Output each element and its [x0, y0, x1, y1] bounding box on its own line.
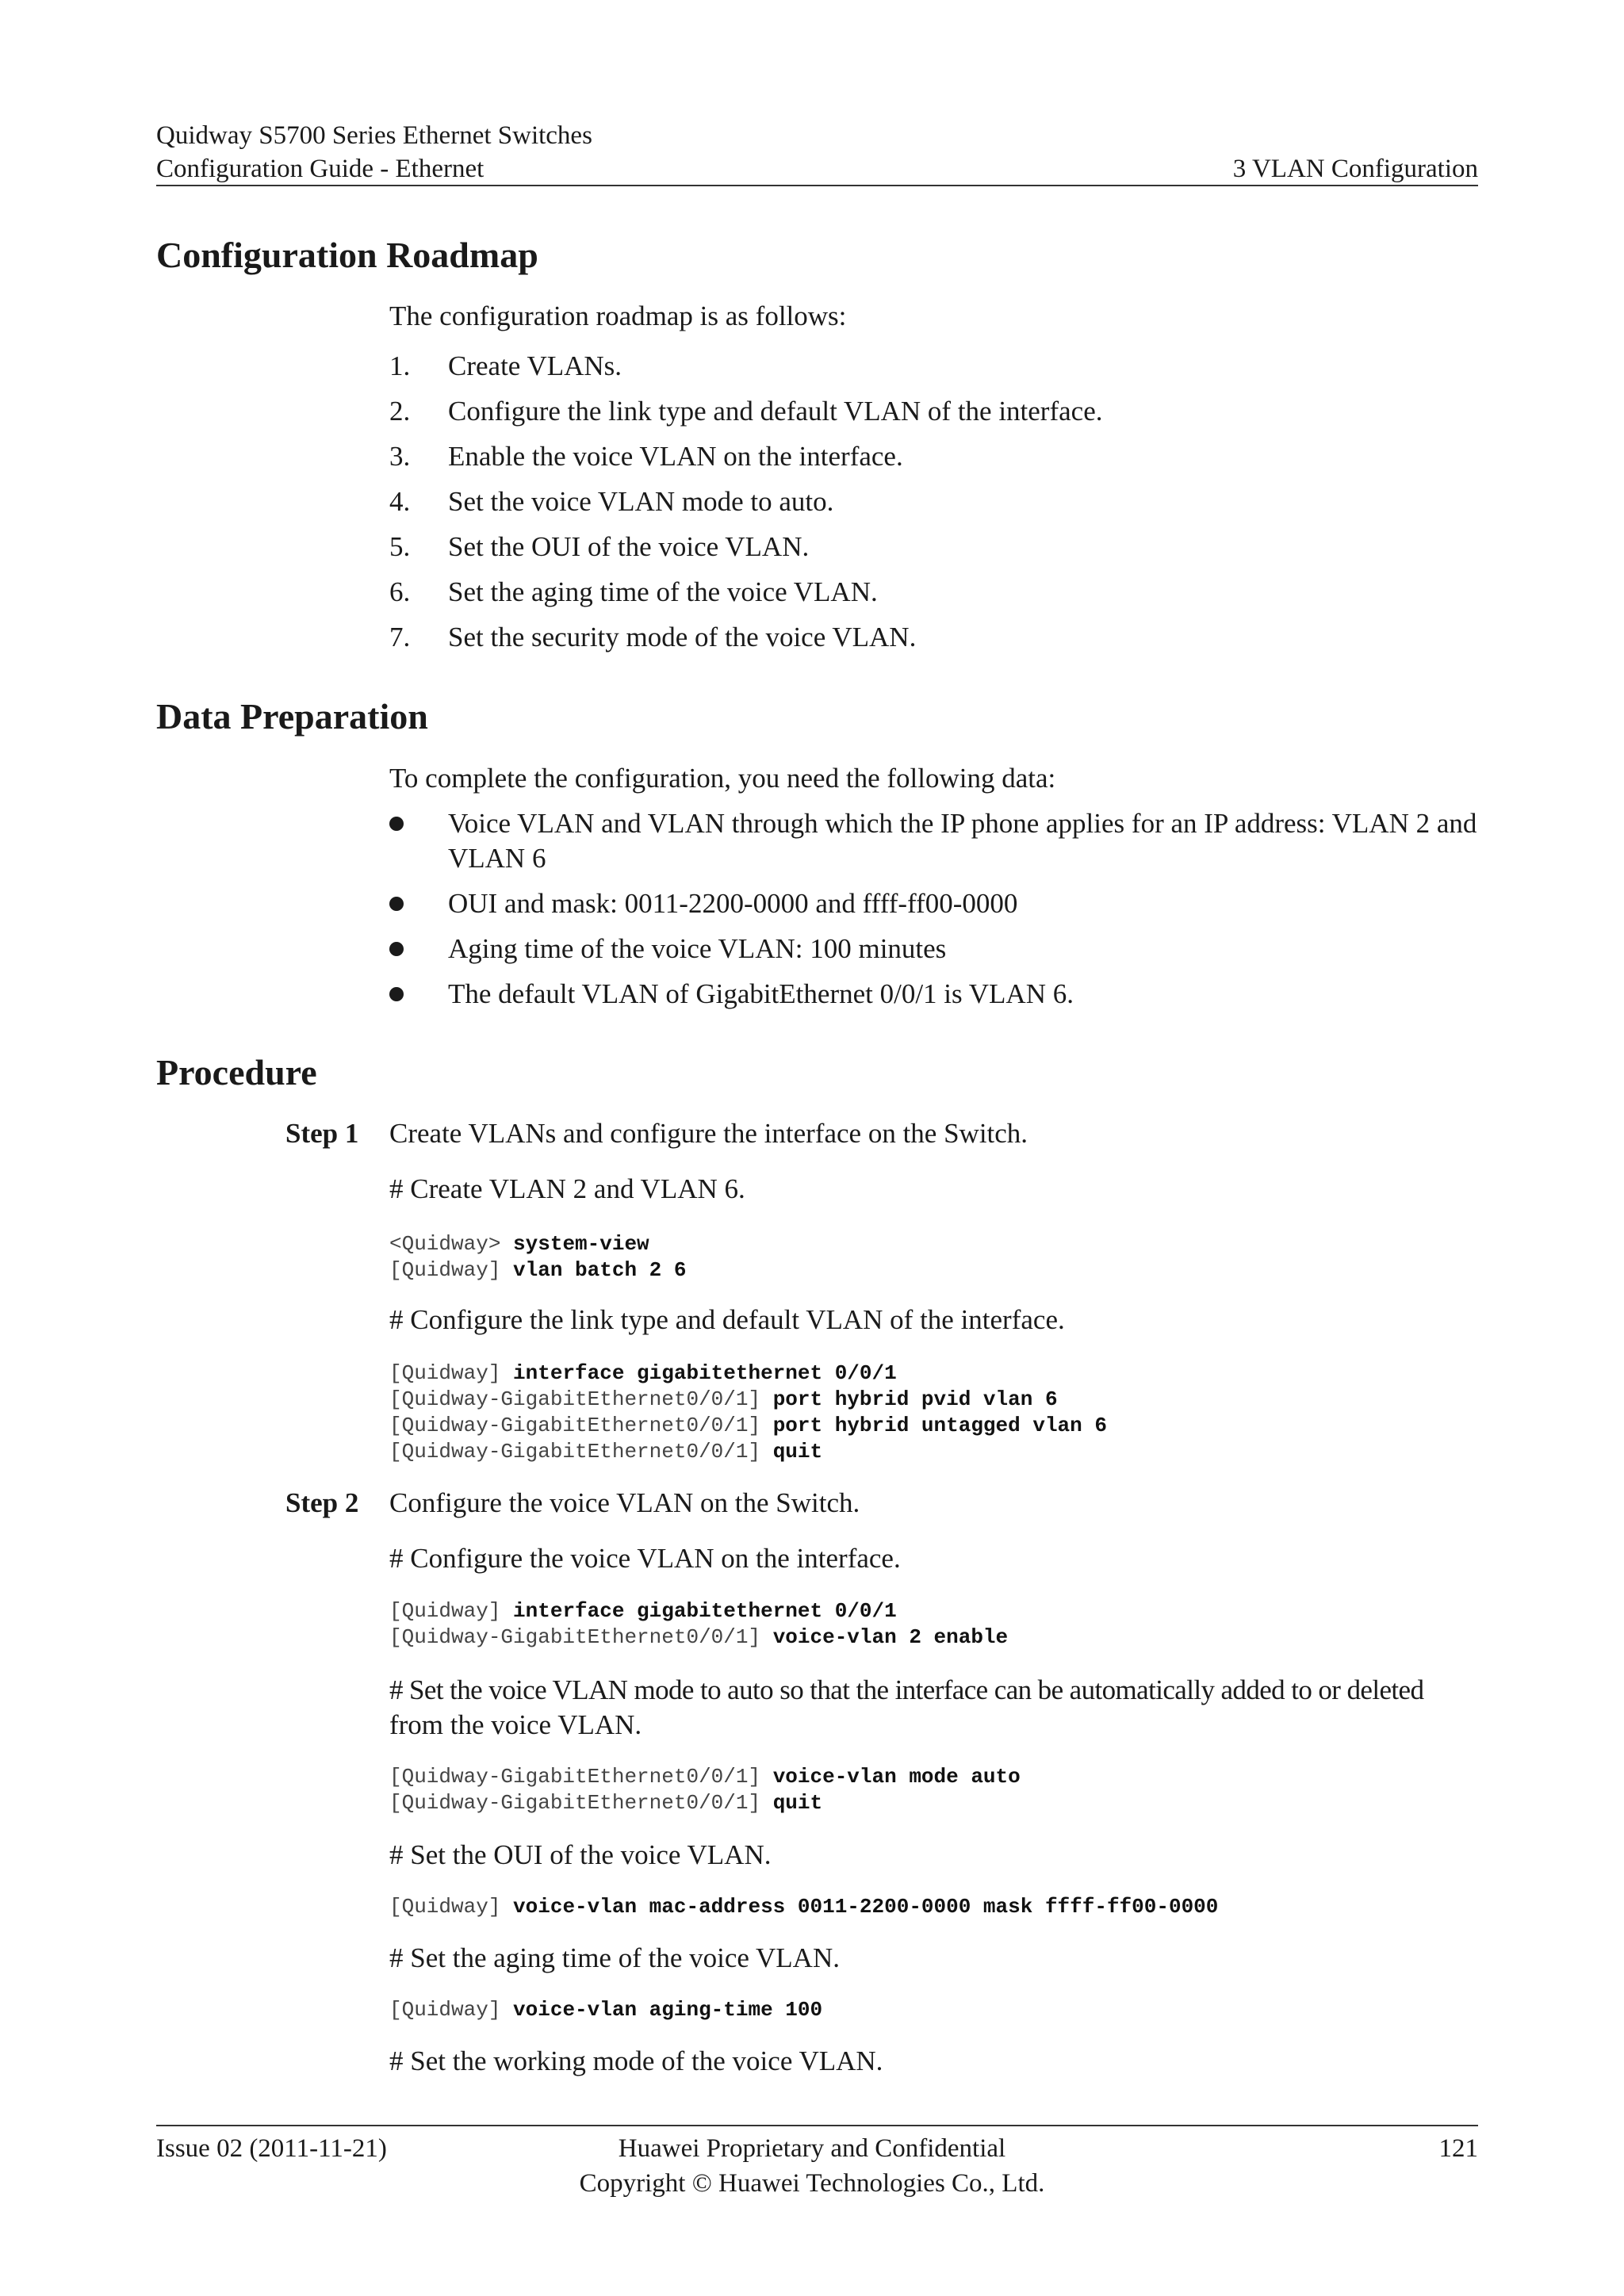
list-item: The default VLAN of GigabitEthernet 0/0/1 is VLAN 6.: [448, 978, 1074, 1009]
code-block: [389, 1894, 1478, 1920]
code-line: [389, 1231, 1478, 1257]
footer-rule: [156, 2125, 1478, 2126]
code-line: [389, 1413, 1478, 1439]
bullet-icon: [389, 987, 404, 1001]
code-line: [389, 1997, 1478, 2023]
code-command: voice-vlan mac-address 0011-2200-0000 mask ffff-ff00-0000: [513, 1895, 1219, 1919]
code-command: voice-vlan 2 enable: [772, 1625, 1009, 1649]
code-prompt: [Quidway-GigabitEthernet0/0/1]: [389, 1765, 773, 1789]
code-block: [389, 1598, 1478, 1651]
code-command: quit: [772, 1440, 823, 1464]
step-comment: # Configure the link type and default VLAN of the interface.: [389, 1304, 1065, 1335]
step-comment: # Set the OUI of the voice VLAN.: [389, 1839, 772, 1870]
code-prompt: [Quidway]: [389, 1895, 514, 1919]
list-item: Configure the link type and default VLAN of the interface.: [448, 396, 1103, 427]
step-comment: # Create VLAN 2 and VLAN 6.: [389, 1173, 745, 1204]
code-prompt: [Quidway-GigabitEthernet0/0/1]: [389, 1791, 773, 1815]
list-item: Create VLANs.: [448, 350, 622, 381]
code-command: quit: [772, 1791, 823, 1815]
code-line: [389, 1387, 1478, 1413]
header-product: Quidway S5700 Series Ethernet Switches: [156, 121, 592, 150]
list-number: 3.: [389, 441, 411, 472]
bullet-icon: [389, 942, 404, 956]
code-block: [389, 1997, 1478, 2023]
code-block: [389, 1231, 1478, 1284]
bullet-icon: [389, 897, 404, 911]
list-item: Voice VLAN and VLAN through which the IP phone applies for an IP address: VLAN 2 and VLAN 6: [448, 808, 1477, 874]
list-item: Aging time of the voice VLAN: 100 minutes: [448, 933, 947, 964]
code-prompt: [Quidway-GigabitEthernet0/0/1]: [389, 1387, 773, 1411]
code-prompt: [Quidway-GigabitEthernet0/0/1]: [389, 1440, 773, 1464]
step-comment: from the voice VLAN.: [389, 1709, 642, 1740]
code-command: port hybrid pvid vlan 6: [772, 1387, 1058, 1411]
code-command: interface gigabitethernet 0/0/1: [513, 1599, 897, 1623]
code-command: interface gigabitethernet 0/0/1: [513, 1361, 897, 1385]
footer-page-number: 121: [1438, 2134, 1478, 2163]
code-command: voice-vlan mode auto: [772, 1765, 1021, 1789]
list-number: 6.: [389, 576, 411, 607]
code-command: voice-vlan aging-time 100: [513, 1998, 823, 2022]
list-item: Enable the voice VLAN on the interface.: [448, 441, 903, 472]
step-comment: # Set the working mode of the voice VLAN.: [389, 2045, 883, 2076]
step-label: Step 1: [285, 1118, 359, 1149]
code-prompt: [Quidway]: [389, 1361, 514, 1385]
step-label: Step 2: [285, 1487, 359, 1518]
step-comment: # Set the voice VLAN mode to auto so that the interface can be automatically added to or deleted: [389, 1674, 1424, 1705]
footer-confidential: Huawei Proprietary and Confidential: [618, 2134, 1006, 2163]
list-item: Set the voice VLAN mode to auto.: [448, 486, 834, 517]
data-prep-intro: To complete the configuration, you need the following data:: [389, 763, 1056, 794]
step-text: Configure the voice VLAN on the Switch.: [389, 1487, 860, 1518]
page-header: [156, 119, 1478, 186]
list-number: 1.: [389, 350, 411, 381]
list-item: Set the aging time of the voice VLAN.: [448, 576, 878, 607]
step-text: Create VLANs and configure the interface on the Switch.: [389, 1118, 1028, 1149]
header-rule: [156, 185, 1478, 186]
bullet-icon: [389, 817, 404, 831]
step-comment: # Set the aging time of the voice VLAN.: [389, 1942, 840, 1973]
code-block: [389, 1360, 1478, 1465]
code-prompt: [Quidway-GigabitEthernet0/0/1]: [389, 1625, 773, 1649]
list-number: 7.: [389, 622, 411, 652]
code-line: [389, 1439, 1478, 1465]
list-item: OUI and mask: 0011-2200-0000 and ffff-ff00-0000: [448, 888, 1018, 919]
header-chapter: 3 VLAN Configuration: [1232, 155, 1478, 183]
footer-center: [0, 2131, 1624, 2201]
code-line: [389, 1790, 1478, 1816]
code-line: [389, 1624, 1478, 1651]
code-line: [389, 1257, 1478, 1284]
code-prompt: [Quidway]: [389, 1599, 514, 1623]
code-prompt: [Quidway-GigabitEthernet0/0/1]: [389, 1414, 773, 1437]
list-number: 4.: [389, 486, 411, 517]
code-line: [389, 1598, 1478, 1624]
code-prompt: [Quidway]: [389, 1258, 514, 1282]
code-block: [389, 1764, 1478, 1816]
section-title-roadmap: Configuration Roadmap: [156, 235, 538, 275]
code-line: [389, 1764, 1478, 1790]
footer-copyright: Copyright © Huawei Technologies Co., Ltd.: [579, 2169, 1045, 2198]
list-number: 2.: [389, 396, 411, 427]
code-line: [389, 1360, 1478, 1387]
list-item: Set the security mode of the voice VLAN.: [448, 622, 917, 652]
code-command: vlan batch 2 6: [513, 1258, 687, 1282]
code-prompt: <Quidway>: [389, 1232, 514, 1256]
section-title-procedure: Procedure: [156, 1052, 317, 1093]
footer-issue: Issue 02 (2011-11-21): [156, 2134, 387, 2163]
step-comment: # Configure the voice VLAN on the interface.: [389, 1543, 901, 1574]
header-guide: Configuration Guide - Ethernet: [156, 155, 485, 183]
section-title-data-preparation: Data Preparation: [156, 696, 428, 737]
code-command: system-view: [513, 1232, 649, 1256]
list-item: Set the OUI of the voice VLAN.: [448, 531, 810, 562]
roadmap-intro: The configuration roadmap is as follows:: [389, 300, 847, 331]
list-number: 5.: [389, 531, 411, 562]
code-prompt: [Quidway]: [389, 1998, 514, 2022]
code-line: [389, 1894, 1478, 1920]
code-command: port hybrid untagged vlan 6: [772, 1414, 1107, 1437]
